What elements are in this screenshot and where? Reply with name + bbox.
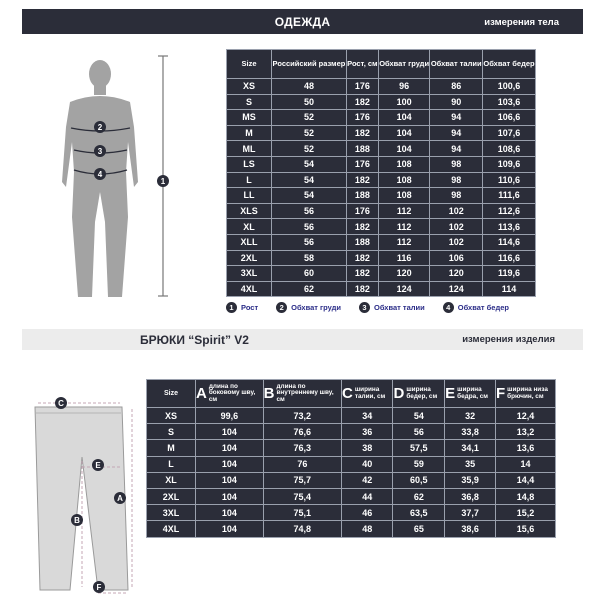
value-cell: 75,4	[263, 488, 341, 504]
value-cell: 103,6	[482, 94, 535, 110]
value-cell: 57,5	[393, 440, 445, 456]
size-cell: 4XL	[227, 281, 272, 297]
figure-marker-hips: 4	[94, 168, 106, 180]
value-cell: 62	[272, 281, 347, 297]
value-cell: 182	[346, 266, 378, 282]
value-cell: 60	[272, 266, 347, 282]
value-cell: 44	[341, 488, 393, 504]
clothing-subtitle: измерения тела	[484, 17, 559, 28]
header-height: Рост, см	[346, 50, 378, 79]
table-row	[147, 488, 556, 504]
value-cell: 35,9	[445, 472, 496, 488]
value-cell: 102	[430, 203, 483, 219]
table-row	[227, 219, 536, 235]
value-cell: 40	[341, 456, 393, 472]
value-cell: 120	[378, 266, 430, 282]
value-cell: 120	[430, 266, 483, 282]
header-waist: Обхват талии	[430, 50, 483, 79]
header-c	[341, 380, 393, 408]
value-cell: 56	[272, 219, 347, 235]
value-cell: 35	[445, 456, 496, 472]
value-cell: 15,6	[496, 521, 556, 537]
value-cell: 76,3	[263, 440, 341, 456]
value-cell: 38	[341, 440, 393, 456]
value-cell: 106,6	[482, 110, 535, 126]
value-cell: 104	[196, 521, 264, 537]
size-cell: XLL	[227, 234, 272, 250]
header-letter: A	[196, 385, 207, 402]
trousers-marker-c: C	[55, 397, 67, 409]
table-row	[227, 79, 536, 95]
table-row	[227, 110, 536, 126]
legend-marker: 2	[276, 302, 287, 313]
table-row	[227, 234, 536, 250]
value-cell: 36	[341, 424, 393, 440]
value-cell: 94	[430, 125, 483, 141]
trousers-subtitle: измерения изделия	[462, 334, 555, 345]
value-cell: 100	[378, 94, 430, 110]
value-cell: 74,8	[263, 521, 341, 537]
size-cell: L	[227, 172, 272, 188]
table-header-row	[227, 50, 536, 79]
trousers-marker-f: F	[93, 581, 105, 593]
legend-item-waist	[359, 300, 425, 314]
size-cell: LL	[227, 188, 272, 204]
value-cell: 56	[272, 234, 347, 250]
value-cell: 38,6	[445, 521, 496, 537]
header-b	[263, 380, 341, 408]
body-size-table	[226, 49, 536, 297]
value-cell: 100,6	[482, 79, 535, 95]
size-cell: 2XL	[147, 488, 196, 504]
header-letter: D	[393, 385, 405, 402]
value-cell: 104	[378, 110, 430, 126]
value-cell: 110,6	[482, 172, 535, 188]
value-cell: 76	[263, 456, 341, 472]
value-cell: 54	[272, 156, 347, 172]
table-row	[227, 250, 536, 266]
header-text: длина по боковому шву, см	[208, 382, 256, 403]
value-cell: 119,6	[482, 266, 535, 282]
value-cell: 34,1	[445, 440, 496, 456]
value-cell: 104	[378, 125, 430, 141]
header-letter: F	[496, 385, 506, 402]
table-row	[227, 94, 536, 110]
value-cell: 54	[272, 188, 347, 204]
value-cell: 104	[378, 141, 430, 157]
value-cell: 48	[341, 521, 393, 537]
value-cell: 86	[430, 79, 483, 95]
header-size: Size	[147, 380, 196, 408]
header-size: Size	[227, 50, 272, 79]
value-cell: 104	[196, 456, 264, 472]
value-cell: 182	[346, 94, 378, 110]
legend-label: Рост	[241, 302, 259, 312]
value-cell: 52	[272, 125, 347, 141]
size-cell: 2XL	[227, 250, 272, 266]
header-text: ширина бедер, см	[406, 385, 438, 400]
value-cell: 116	[378, 250, 430, 266]
measurement-legend	[226, 300, 586, 314]
value-cell: 54	[393, 408, 445, 424]
table-row	[147, 440, 556, 456]
value-cell: 113,6	[482, 219, 535, 235]
value-cell: 109,6	[482, 156, 535, 172]
value-cell: 62	[393, 488, 445, 504]
value-cell: 107,6	[482, 125, 535, 141]
value-cell: 48	[272, 79, 347, 95]
header-text: ширина бедра, см	[457, 385, 489, 400]
value-cell: 75,7	[263, 472, 341, 488]
size-cell: XL	[227, 219, 272, 235]
value-cell: 108	[378, 188, 430, 204]
size-cell: M	[227, 125, 272, 141]
table-row	[147, 472, 556, 488]
value-cell: 75,1	[263, 505, 341, 521]
table-row	[227, 141, 536, 157]
value-cell: 182	[346, 125, 378, 141]
value-cell: 98	[430, 172, 483, 188]
value-cell: 182	[346, 250, 378, 266]
header-letter: C	[341, 385, 353, 402]
header-chest: Обхват груди	[378, 50, 430, 79]
value-cell: 63,5	[393, 505, 445, 521]
value-cell: 116,6	[482, 250, 535, 266]
value-cell: 102	[430, 234, 483, 250]
value-cell: 188	[346, 234, 378, 250]
table-row	[147, 408, 556, 424]
trousers-title: БРЮКИ “Spirit” V2	[140, 333, 249, 347]
header-e	[445, 380, 496, 408]
size-cell: XS	[147, 408, 196, 424]
legend-item-hips	[443, 300, 509, 314]
header-ru-size: Российский размер	[272, 50, 347, 79]
value-cell: 106	[430, 250, 483, 266]
value-cell: 111,6	[482, 188, 535, 204]
value-cell: 104	[196, 424, 264, 440]
value-cell: 42	[341, 472, 393, 488]
size-cell: S	[147, 424, 196, 440]
header-text: длина по внутреннему шву, см	[276, 382, 334, 403]
value-cell: 114,6	[482, 234, 535, 250]
value-cell: 112	[378, 234, 430, 250]
size-cell: LS	[227, 156, 272, 172]
table-row	[227, 203, 536, 219]
value-cell: 104	[196, 505, 264, 521]
value-cell: 12,4	[496, 408, 556, 424]
legend-marker: 3	[359, 302, 370, 313]
value-cell: 60,5	[393, 472, 445, 488]
value-cell: 112	[378, 219, 430, 235]
table-row	[147, 424, 556, 440]
value-cell: 176	[346, 203, 378, 219]
size-cell: L	[147, 456, 196, 472]
size-cell: XS	[227, 79, 272, 95]
header-a	[196, 380, 264, 408]
value-cell: 182	[346, 219, 378, 235]
value-cell: 176	[346, 110, 378, 126]
size-cell: M	[147, 440, 196, 456]
value-cell: 182	[346, 281, 378, 297]
table-row	[227, 172, 536, 188]
trousers-marker-e: E	[92, 459, 104, 471]
value-cell: 32	[445, 408, 496, 424]
legend-item-height	[226, 300, 258, 314]
trousers-header-bar	[22, 329, 583, 350]
size-cell: MS	[227, 110, 272, 126]
header-text: ширина низа брючин, см	[507, 385, 548, 400]
table-header-row	[147, 380, 556, 408]
value-cell: 182	[346, 172, 378, 188]
value-cell: 112,6	[482, 203, 535, 219]
legend-label: Обхват талии	[374, 302, 425, 312]
value-cell: 108	[378, 156, 430, 172]
clothing-header-bar	[22, 9, 583, 34]
value-cell: 104	[196, 472, 264, 488]
table-row	[227, 281, 536, 297]
value-cell: 50	[272, 94, 347, 110]
value-cell: 108	[378, 172, 430, 188]
table-row	[147, 505, 556, 521]
value-cell: 73,2	[263, 408, 341, 424]
value-cell: 104	[196, 488, 264, 504]
header-letter: E	[445, 385, 456, 402]
value-cell: 58	[272, 250, 347, 266]
legend-label: Обхват бедер	[457, 302, 509, 312]
table-row	[147, 521, 556, 537]
value-cell: 13,6	[496, 440, 556, 456]
value-cell: 124	[430, 281, 483, 297]
value-cell: 46	[341, 505, 393, 521]
value-cell: 99,6	[196, 408, 264, 424]
trousers-size-table	[146, 379, 556, 538]
header-hips: Обхват бедер	[482, 50, 535, 79]
value-cell: 96	[378, 79, 430, 95]
value-cell: 36,8	[445, 488, 496, 504]
table-row	[227, 266, 536, 282]
value-cell: 54	[272, 172, 347, 188]
value-cell: 98	[430, 188, 483, 204]
table-row	[227, 125, 536, 141]
value-cell: 14,8	[496, 488, 556, 504]
legend-marker: 1	[226, 302, 237, 313]
value-cell: 104	[196, 440, 264, 456]
trousers-marker-b: B	[71, 514, 83, 526]
value-cell: 114	[482, 281, 535, 297]
size-cell: S	[227, 94, 272, 110]
value-cell: 33,8	[445, 424, 496, 440]
header-d	[393, 380, 445, 408]
value-cell: 65	[393, 521, 445, 537]
trousers-marker-a: A	[114, 492, 126, 504]
value-cell: 102	[430, 219, 483, 235]
value-cell: 14	[496, 456, 556, 472]
value-cell: 90	[430, 94, 483, 110]
figure-marker-chest: 2	[94, 121, 106, 133]
value-cell: 15,2	[496, 505, 556, 521]
size-cell: ML	[227, 141, 272, 157]
size-cell: XL	[147, 472, 196, 488]
legend-marker: 4	[443, 302, 454, 313]
value-cell: 76,6	[263, 424, 341, 440]
value-cell: 13,2	[496, 424, 556, 440]
value-cell: 59	[393, 456, 445, 472]
header-text: ширина талии, см	[354, 385, 386, 400]
value-cell: 124	[378, 281, 430, 297]
value-cell: 188	[346, 141, 378, 157]
legend-item-chest	[276, 300, 341, 314]
header-letter: B	[263, 385, 275, 402]
value-cell: 56	[393, 424, 445, 440]
figure-marker-height: 1	[157, 175, 169, 187]
size-cell: 3XL	[227, 266, 272, 282]
table-row	[227, 188, 536, 204]
value-cell: 94	[430, 110, 483, 126]
value-cell: 56	[272, 203, 347, 219]
size-cell: 4XL	[147, 521, 196, 537]
legend-label: Обхват груди	[291, 302, 342, 312]
value-cell: 52	[272, 141, 347, 157]
value-cell: 112	[378, 203, 430, 219]
size-cell: 3XL	[147, 505, 196, 521]
value-cell: 34	[341, 408, 393, 424]
table-row	[227, 156, 536, 172]
size-cell: XLS	[227, 203, 272, 219]
value-cell: 98	[430, 156, 483, 172]
value-cell: 94	[430, 141, 483, 157]
figure-marker-waist: 3	[94, 145, 106, 157]
value-cell: 176	[346, 156, 378, 172]
value-cell: 14,4	[496, 472, 556, 488]
value-cell: 52	[272, 110, 347, 126]
clothing-title: ОДЕЖДА	[274, 15, 331, 29]
table-row	[147, 456, 556, 472]
value-cell: 188	[346, 188, 378, 204]
header-f	[496, 380, 556, 408]
value-cell: 176	[346, 79, 378, 95]
value-cell: 37,7	[445, 505, 496, 521]
value-cell: 108,6	[482, 141, 535, 157]
